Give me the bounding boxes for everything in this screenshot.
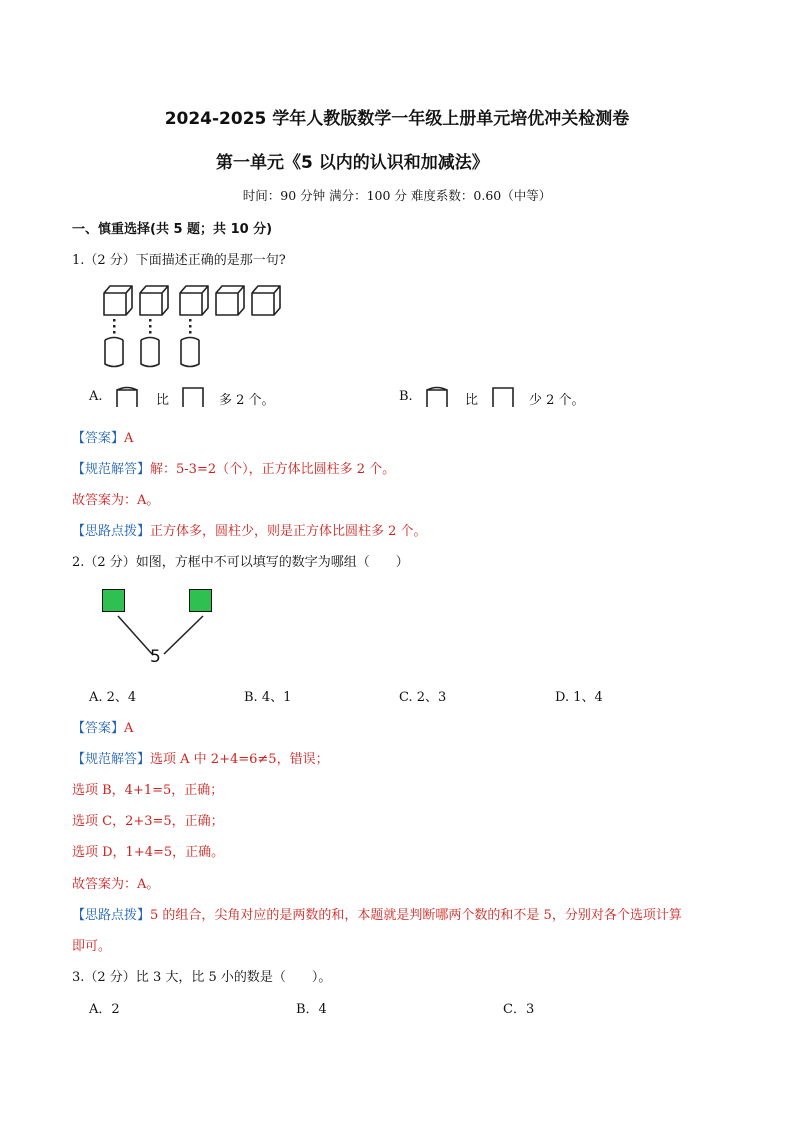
q3-option-b: B．4 bbox=[296, 1002, 327, 1017]
q1-answer bbox=[72, 427, 133, 446]
tip-text-continued: 即可。 bbox=[72, 939, 112, 954]
solution-line: 选项 A 中 2+4=6≠5，错误； bbox=[150, 752, 329, 767]
q2-option-d: D. 1、4 bbox=[555, 690, 603, 705]
q1-solution bbox=[72, 458, 395, 477]
cube-icon bbox=[252, 286, 280, 315]
solution-text: 解：5-3=2（个），正方体比圆柱多 2 个。 bbox=[150, 462, 396, 477]
solution-line: 选项 B，4+1=5，正确； bbox=[72, 783, 224, 798]
cube-icon bbox=[104, 286, 132, 315]
answer-tag: 【答案】 bbox=[72, 721, 125, 736]
cylinder-icon bbox=[105, 338, 123, 367]
question-2-stem: 2.（2 分）如图，方框中不可以填写的数字为哪组（ ） bbox=[72, 555, 409, 570]
q1-option-a-compare: 比 bbox=[156, 393, 170, 408]
cylinder-icon bbox=[141, 338, 159, 367]
exam-meta: 时间：90 分钟 满分：100 分 难度系数：0.60（中等） bbox=[242, 188, 552, 203]
page-title: 2024-2025 学年人教版数学一年级上册单元培优冲关检测卷 bbox=[164, 109, 630, 129]
solution-tag: 【规范解答】 bbox=[72, 462, 151, 477]
q1-option-a-label: A. bbox=[89, 389, 103, 404]
tip-text: 5 的组合，尖角对应的是两数的和，本题就是判断哪两个数的和不是 5，分别对各个选项计算 bbox=[150, 908, 682, 923]
q1-option-b-label: B. bbox=[399, 389, 413, 404]
section-heading: 一、慎重选择(共 5 题；共 10 分) bbox=[72, 222, 273, 237]
answer-value: A bbox=[124, 721, 134, 736]
tip-text: 正方体多，圆柱少，则是正方体比圆柱多 2 个。 bbox=[150, 524, 427, 539]
q2-conclusion: 故答案为：A。 bbox=[72, 877, 160, 892]
q2-solution bbox=[72, 748, 329, 767]
unit-subtitle: 第一单元《5 以内的认识和加减法》 bbox=[216, 153, 489, 173]
right-green-box bbox=[189, 589, 212, 612]
q2-option-a: A. 2、4 bbox=[89, 690, 137, 705]
tip-tag: 【思路点拨】 bbox=[72, 908, 151, 923]
q1-conclusion: 故答案为：A。 bbox=[72, 493, 160, 508]
cube-front-icon bbox=[114, 385, 140, 409]
question-1-stem: 1.（2 分）下面描述正确的是那一句? bbox=[72, 253, 286, 268]
q1-option-b-compare: 比 bbox=[465, 393, 479, 408]
answer-value: A bbox=[124, 431, 134, 446]
cubes-cylinders-figure bbox=[98, 283, 288, 373]
q2-option-c: C. 2、3 bbox=[399, 690, 447, 705]
question-3-stem: 3.（2 分）比 3 大，比 5 小的数是（ ）。 bbox=[72, 970, 332, 985]
sum-number: 5 bbox=[150, 647, 161, 667]
cylinder-icon bbox=[181, 338, 199, 367]
q2-option-b: B. 4、1 bbox=[244, 690, 292, 705]
left-green-box bbox=[102, 589, 125, 612]
q3-option-a: A．2 bbox=[89, 1002, 120, 1017]
answer-tag: 【答案】 bbox=[72, 431, 125, 446]
cube-icon bbox=[216, 286, 244, 315]
q1-option-a-tail: 多 2 个。 bbox=[219, 393, 275, 408]
cube-icon bbox=[180, 286, 208, 315]
solution-line: 选项 C，2+3=5，正确； bbox=[72, 814, 224, 829]
solution-line: 选项 D，1+4=5，正确。 bbox=[72, 845, 225, 860]
tip-tag: 【思路点拨】 bbox=[72, 524, 151, 539]
solution-tag: 【规范解答】 bbox=[72, 752, 151, 767]
cube-front-icon bbox=[424, 385, 450, 409]
q3-option-c: C．3 bbox=[503, 1002, 535, 1017]
q1-option-b-tail: 少 2 个。 bbox=[529, 393, 585, 408]
cylinder-front-icon bbox=[180, 385, 206, 409]
q2-answer bbox=[72, 717, 133, 736]
cylinder-front-icon bbox=[490, 385, 516, 409]
q2-tip bbox=[72, 904, 682, 923]
cube-icon bbox=[140, 286, 168, 315]
q1-tip bbox=[72, 520, 427, 539]
